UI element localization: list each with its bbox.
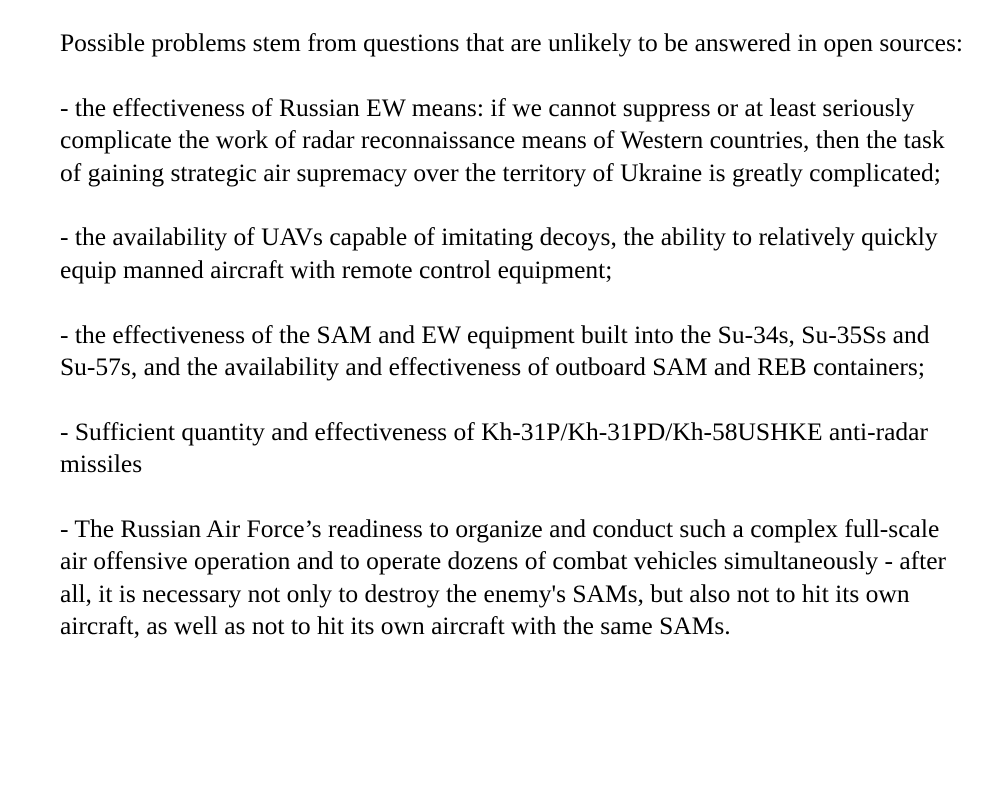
list-item-air-force-readiness: - The Russian Air Force’s readiness to organize and conduct such a complex full-scale air offensive operation and to operate dozens of combat vehicles simultaneously - after all, it is necessary not only to destroy the enemy's SAMs, but also not to hit its own aircraft, as well as not to hit its own aircraft with the same SAMs. <box>60 514 947 641</box>
document-body <box>60 27 965 643</box>
list-item-sam-ew-equipment: - the effectiveness of the SAM and EW equipment built into the Su-34s, Su-35Ss and Su-57s, and the availability and effectiveness of outboard SAM and REB containers; <box>60 319 930 382</box>
list-item-anti-radar-missiles: - Sufficient quantity and effectiveness of Kh-31P/Kh-31PD/Kh-58USHKE anti-radar missiles <box>60 416 928 479</box>
list-item-ew-effectiveness: - the effectiveness of Russian EW means: if we cannot suppress or at least seriously complicate the work of radar reconnaissance means of Western countries, then the task of gaining strategic air supremacy over the territory of Ukraine is greatly complicated; <box>60 92 945 187</box>
intro-paragraph: Possible problems stem from questions that are unlikely to be answered in open sources: <box>60 28 963 57</box>
list-item-uav-decoys: - the availability of UAVs capable of imitating decoys, the ability to relatively quickly equip manned aircraft with remote control equipment; <box>60 222 938 284</box>
